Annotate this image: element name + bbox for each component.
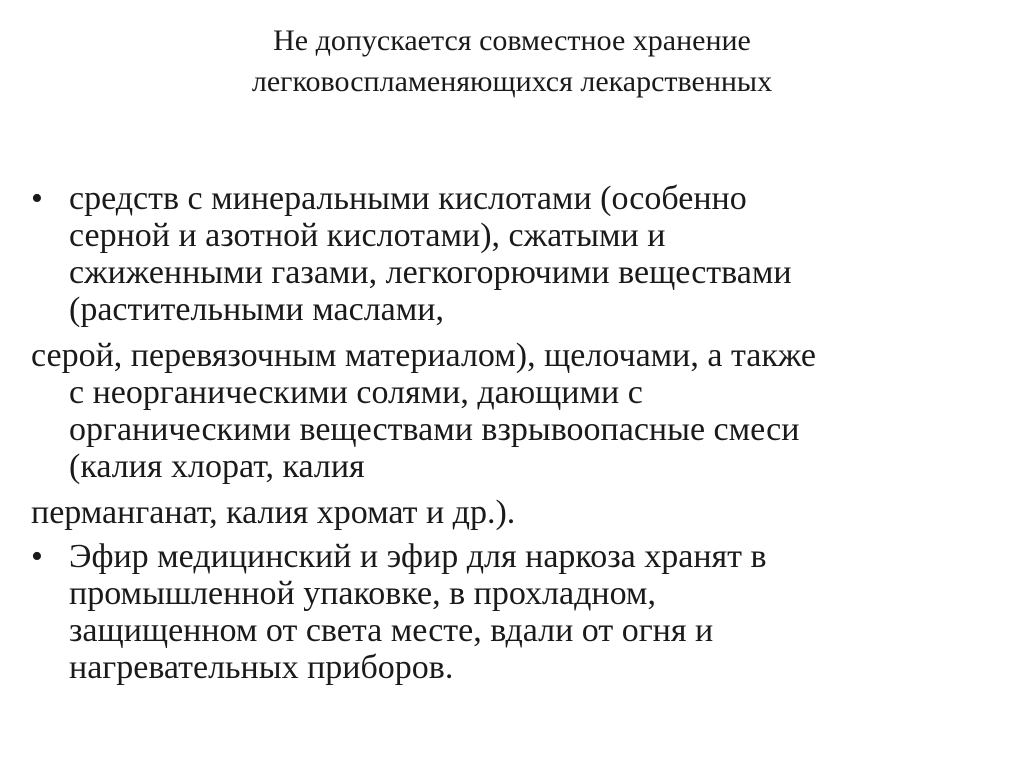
slide-body [31,180,991,686]
paragraph-2-line-2: с неорганическими солями, дающими с [69,374,643,411]
paragraph-2-line-3: органическими веществами взрывоопасные смеси [69,411,800,448]
bullet-item-2-line-4: нагревательных приборов. [69,649,454,686]
bullet-icon: • [31,538,43,575]
bullet-item-1-line-2: серной и азотной кислотами), сжатыми и [69,217,666,254]
bullet-item-1-line-1 [31,180,991,217]
bullet-item-2-line-3: защищенном от света месте, вдали от огня и [69,612,714,649]
bullet-item-2-line-1 [31,538,991,575]
slide-title-line-2: легковоспламеняющихся лекарственных [251,65,773,98]
paragraph-2-line-1: серой, перевязочным материалом), щелочами, а также [31,337,816,374]
bullet-icon: • [31,180,43,217]
bullet-item-1-line-4: (растительными маслами, [69,291,444,328]
slide-title [0,20,1024,102]
paragraph-2-line-4: (калия хлорат, калия [69,448,365,485]
bullet-item-1-line-3: сжиженными газами, легкогорючими веществами [69,254,792,291]
paragraph-3-line-1: перманганат, калия хромат и др.). [31,494,516,531]
bullet-item-2-text: Эфир медицинский и эфир для наркоза хранят в [69,538,767,575]
bullet-item-2-line-2: промышленной упаковке, в прохладном, [69,575,656,612]
slide-title-line-1: Не допускается совместное хранение [273,24,751,57]
bullet-item-1-text: средств с минеральными кислотами (особенно [69,180,747,217]
